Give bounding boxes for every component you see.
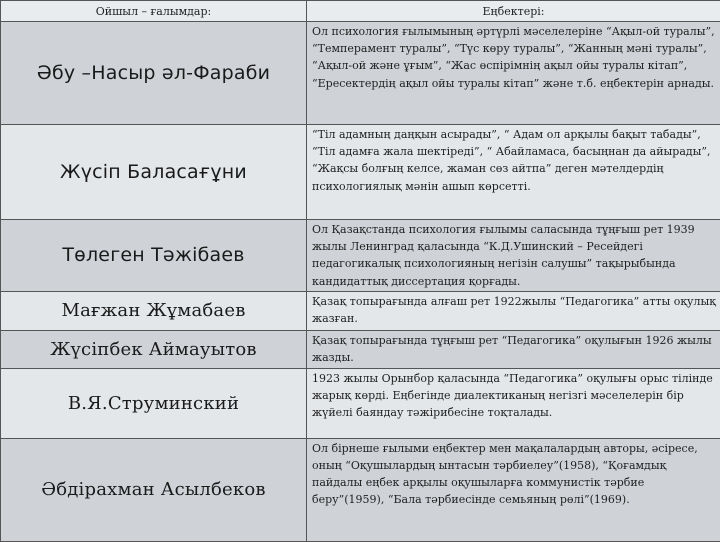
scholar-name: Әбдірахман Асылбеков xyxy=(1,438,307,541)
scholar-works: Ол психология ғылымының әртүрлі мәселелеріне “Ақыл-ой туралы”, “Темперамент туралы”, “Түс көру туралы”, “Жанның мәні туралы”, “Ақыл-ой және ұғым”, “Жас өспірімнің ақыл ойы туралы кітап”, “Ересектердің ақыл ойы туралы кітап” және т.б. еңбектерін арнады. xyxy=(307,22,720,125)
scholar-name: Жүсіпбек Аймауытов xyxy=(1,330,307,368)
scholar-works: “Тіл адамның даңқын асырады”, “ Адам ол арқылы бақыт табады”, “Тіл адамға жала шектіреді”, “ Абайламаса, басыңнан да айырады”, “Жақсы болғың келсе, жаман сөз айтпа” деген мәтелдердің психологиялық мәнін ашып көрсетті. xyxy=(307,125,720,220)
scholar-name: Әбу –Насыр әл-Фараби xyxy=(1,22,307,125)
scholar-name: Жүсіп Баласағұни xyxy=(1,125,307,220)
scholar-name: Мағжан Жұмабаев xyxy=(1,291,307,330)
scholar-works: Қазақ топырағында тұңғыш рет “Педагогика” оқулығын 1926 жылы жазды. xyxy=(307,330,720,368)
table-header-row xyxy=(1,1,720,22)
table-row xyxy=(1,438,720,541)
table-row xyxy=(1,125,720,220)
table-row xyxy=(1,291,720,330)
scholar-name: Төлеген Тәжібаев xyxy=(1,220,307,292)
scholar-works: Қазақ топырағында алғаш рет 1922жылы “Педагогика” атты оқулық жазған. xyxy=(307,291,720,330)
table-row xyxy=(1,368,720,438)
scholar-works: 1923 жылы Орынбор қаласында “Педагогика” оқулығы орыс тілінде жарық көрді. Еңбегінде диалектиканың негізгі мәселелерін бір жүйелі баяндау тәжірибесіне тоқталады. xyxy=(307,368,720,438)
header-scholars: Ойшыл – ғалымдар: xyxy=(1,1,307,22)
table-row xyxy=(1,22,720,125)
scholar-works: Ол Қазақстанда психология ғылымы саласында тұңғыш рет 1939 жылы Ленинград қаласында “К.Д.Ушинский – Ресейдегі педагогикалық психологияның негізін салушы” тақырыбында кандидаттық диссертация қорғады. xyxy=(307,220,720,292)
scholar-works: Ол бірнеше ғылыми еңбектер мен мақалалардың авторы, әсіресе, оның “Оқушылардың ынтасын тәрбиелеу”(1958), “Қоғамдық пайдалы еңбек арқылы оқушыларға коммунистік тәрбие беру”(1959), “Бала тәрбиесінде семьяның рөлі”(1969). xyxy=(307,438,720,541)
scholar-name: В.Я.Струминский xyxy=(1,368,307,438)
header-works: Еңбектері: xyxy=(307,1,720,22)
table-row xyxy=(1,220,720,292)
table-row xyxy=(1,330,720,368)
